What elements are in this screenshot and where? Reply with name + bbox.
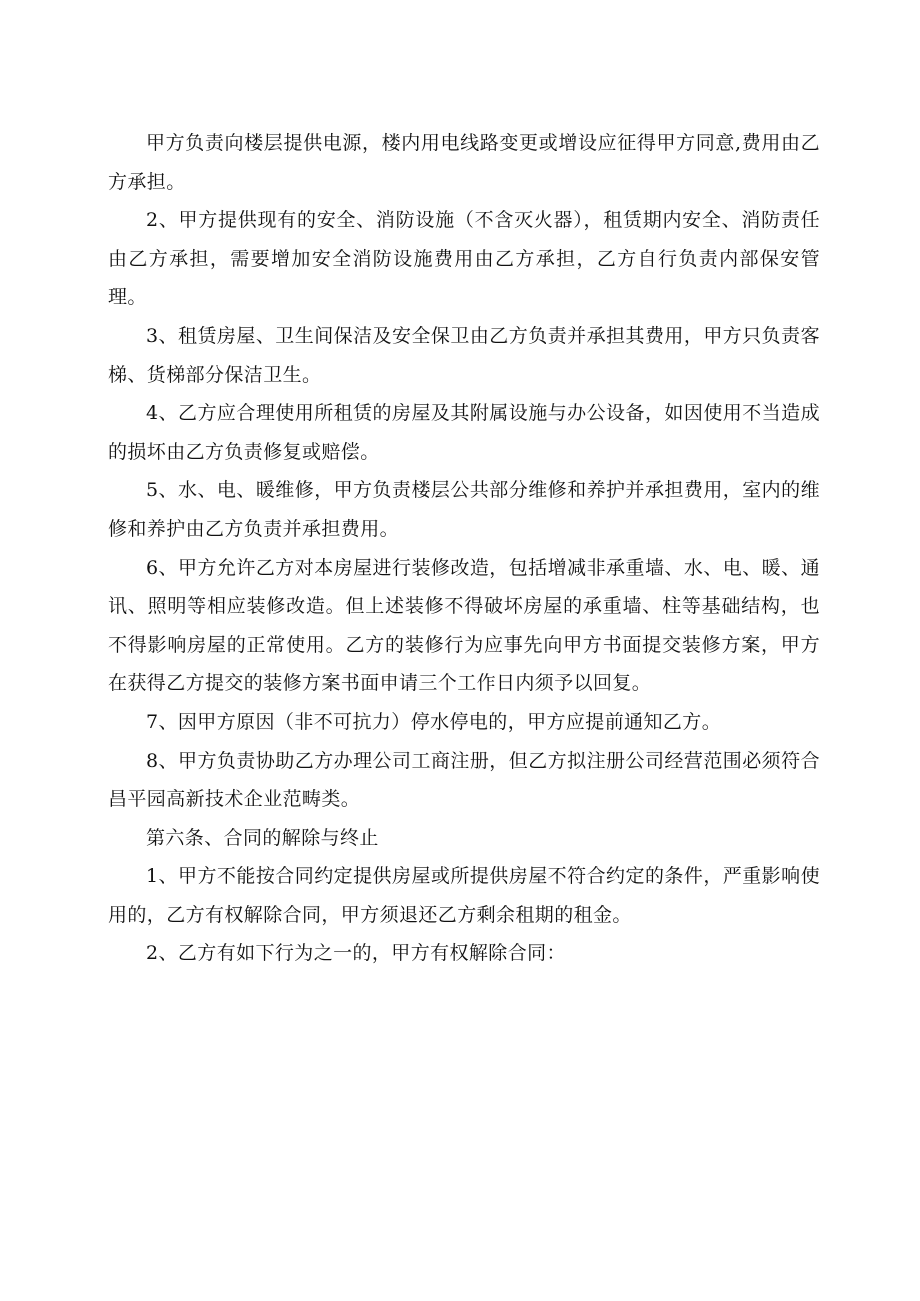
paragraph-power-supply: 甲方负责向楼层提供电源，楼内用电线路变更或增设应征得甲方同意,费用由乙方承担。 [108,132,820,193]
paragraph-cleaning: 3、租赁房屋、卫生间保洁及安全保卫由乙方负责并承担其费用，甲方只负责客梯、货梯部分保洁卫生。 [108,324,820,386]
document-body [108,124,820,973]
paragraph-landlord-termination-right: 2、乙方有如下行为之一的，甲方有权解除合同： [146,942,566,965]
paragraph-proper-use: 4、乙方应合理使用所租赁的房屋及其附属设施与办公设备，如因使用不当造成的损坏由乙方负责修复或赔偿。 [108,402,820,463]
paragraph-tenant-termination-right: 1、甲方不能按合同约定提供房屋或所提供房屋不符合约定的条件，严重影响使用的，乙方有权解除合同，甲方须退还乙方剩余租期的租金。 [108,865,820,926]
paragraph-fire-safety: 2、甲方提供现有的安全、消防设施（不含灭火器），租赁期内安全、消防责任由乙方承担，需要增加安全消防设施费用由乙方承担，乙方自行负责内部保安管理。 [108,209,820,309]
section-heading-termination: 第六条、合同的解除与终止 [146,826,379,849]
paragraph-renovation: 6、甲方允许乙方对本房屋进行装修改造，包括增减非承重墙、水、电、暖、通讯、照明等相应装修改造。但上述装修不得破坏房屋的承重墙、柱等基础结构，也不得影响房屋的正常使用。乙方的装修行为应事先向甲方书面提交装修方案，甲方在获得乙方提交的装修方案书面申请三个工作日内须予以回复。 [108,556,820,695]
paragraph-registration: 8、甲方负责协助乙方办理公司工商注册，但乙方拟注册公司经营范围必须符合昌平园高新技术企业范畴类。 [108,749,820,811]
paragraph-maintenance: 5、水、电、暖维修，甲方负责楼层公共部分维修和养护并承担费用，室内的维修和养护由乙方负责并承担费用。 [108,479,820,540]
paragraph-outage-notice: 7、因甲方原因（非不可抗力）停水停电的，甲方应提前通知乙方。 [146,710,722,733]
